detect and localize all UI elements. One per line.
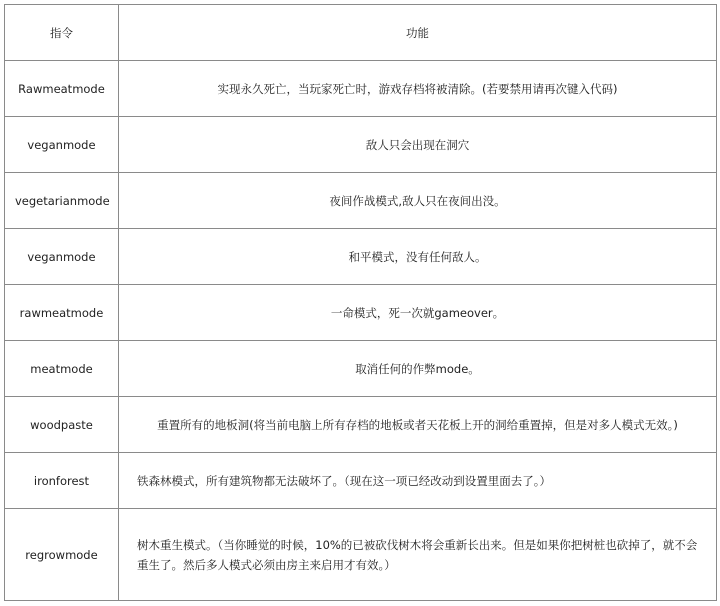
command-table-container <box>4 4 716 601</box>
command-cell: veganmode <box>5 117 119 173</box>
table-row <box>5 61 717 117</box>
command-cell: rawmeatmode <box>5 285 119 341</box>
table-row <box>5 397 717 453</box>
command-cell: vegetarianmode <box>5 173 119 229</box>
function-cell: 取消任何的作弊mode。 <box>119 341 717 397</box>
command-table <box>4 4 717 601</box>
command-cell: woodpaste <box>5 397 119 453</box>
table-row <box>5 453 717 509</box>
function-cell: 铁森林模式，所有建筑物都无法破坏了。（现在这一项已经改动到设置里面去了。） <box>119 453 717 509</box>
command-cell: Rawmeatmode <box>5 61 119 117</box>
table-row <box>5 229 717 285</box>
table-header-row <box>5 5 717 61</box>
table-row <box>5 173 717 229</box>
table-row <box>5 117 717 173</box>
command-cell: veganmode <box>5 229 119 285</box>
function-cell: 和平模式，没有任何敌人。 <box>119 229 717 285</box>
table-row <box>5 285 717 341</box>
function-cell: 敌人只会出现在洞穴 <box>119 117 717 173</box>
command-cell: meatmode <box>5 341 119 397</box>
table-row <box>5 509 717 601</box>
header-function: 功能 <box>119 5 717 61</box>
header-command: 指令 <box>5 5 119 61</box>
function-cell: 树木重生模式。（当你睡觉的时候，10%的已被砍伐树木将会重新长出来。但是如果你把树桩也砍掉了，就不会重生了。然后多人模式必须由房主来启用才有效。） <box>119 509 717 601</box>
function-cell: 重置所有的地板洞(将当前电脑上所有存档的地板或者天花板上开的洞给重置掉，但是对多人模式无效。) <box>119 397 717 453</box>
command-cell: ironforest <box>5 453 119 509</box>
function-cell: 实现永久死亡，当玩家死亡时，游戏存档将被清除。(若要禁用请再次键入代码) <box>119 61 717 117</box>
command-cell: regrowmode <box>5 509 119 601</box>
function-cell: 一命模式，死一次就gameover。 <box>119 285 717 341</box>
function-cell: 夜间作战模式,敌人只在夜间出没。 <box>119 173 717 229</box>
table-row <box>5 341 717 397</box>
